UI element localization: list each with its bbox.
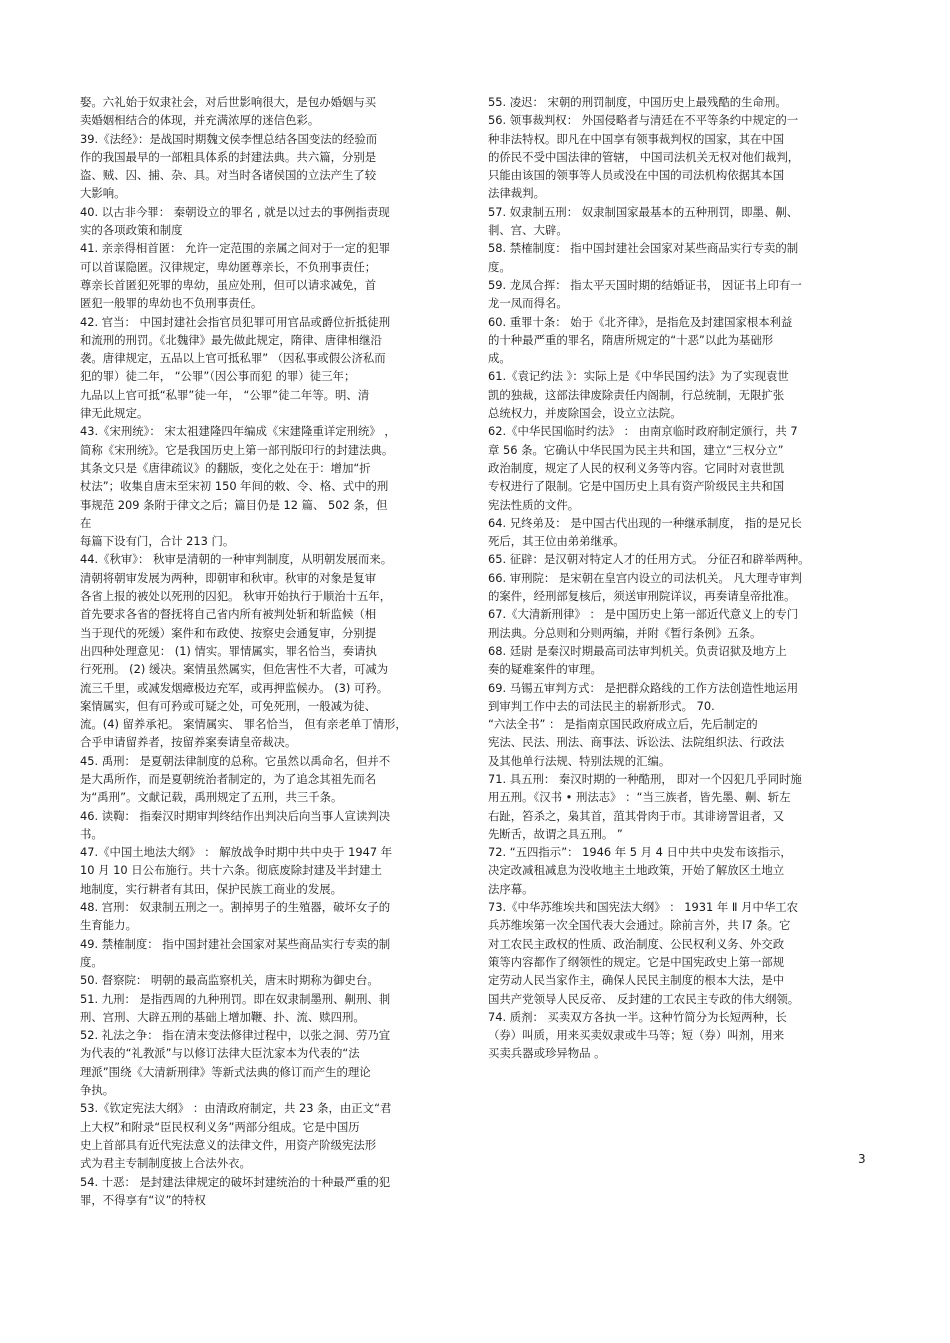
text-line: 是大禹所作，而是夏朝统治者制定的，为了追念其祖先而名 [80, 771, 377, 786]
text-line: 流。(4) 留养承祀。 案情属实、 罪名恰当， 但有亲老单丁情形， [80, 717, 407, 732]
text-line: 国共产党领导人民反帝、 反封建的工农民主专政的伟大纲领。 [488, 991, 800, 1006]
text-line: 实的各项政策和制度 [80, 223, 183, 238]
text-line: 决定改减租减息为没收地主土地政策，开始了解放区土地立 [488, 863, 785, 878]
page-number: 3 [858, 1152, 866, 1166]
text-line: 52. 礼法之争： 指在清末变法修律过程中，以张之洞、劳乃宜 [80, 1028, 391, 1043]
text-line: 龙一凤而得名。 [488, 296, 568, 311]
text-line: 62.《中华民国临时约法》 ： 由南京临时政府制定颁行，共 7 [488, 424, 798, 439]
text-line: 到审判工作中去的司法民主的崭新形式。 70. [488, 698, 715, 713]
text-line: 专权进行了限制。它是中国历史上具有资产阶级民主共和国 [488, 479, 785, 494]
text-line: 法序幕。 [488, 881, 534, 896]
text-line: 的案件，经刑部复核后，须送审刑院详议，再奏请皇帝批准。 [488, 589, 796, 604]
text-line: 55. 凌迟： 宋朝的刑罚制度，中国历史上最残酷的生命刑。 [488, 95, 787, 109]
left-text-column [80, 93, 448, 1209]
text-line: 盗、贼、囚、捕、杂、具。对当时各诸侯国的立法产生了较 [80, 168, 377, 183]
text-line: 作的我国最早的一部粗具体系的封建法典。共六篇，分别是 [80, 149, 377, 164]
text-line: 56. 领事裁判权： 外国侵略者与清廷在不平等条约中规定的一 [488, 113, 799, 128]
text-line: 死后，其王位由弟弟继承。 [488, 534, 625, 549]
right-text-column [488, 93, 866, 1063]
text-line: 49. 禁榷制度： 指中国封建社会国家对某些商品实行专卖的制 [80, 936, 391, 951]
text-line: 50. 督察院： 明朝的最高监察机关，唐末时期称为御史台。 [80, 973, 379, 988]
text-line: 其条文只是《唐律疏议》的翻版，变化之处在于：增加“折 [80, 460, 371, 475]
text-line: 首先要求各省的督抚将自己省内所有被判处斩和斩监候（相 [80, 607, 377, 622]
text-line: 61.《袁记约法 》：实际上是《中华民国约法》为了实现袁世 [488, 369, 789, 384]
text-line: 对工农民主政权的性质、政治制度、公民权利义务、外交政 [488, 936, 785, 951]
text-line: 和流刑的刑罚。《北魏律》最先做此规定，隋律、唐律相继沿 [80, 332, 382, 347]
text-line: 58. 禁榷制度： 指中国封建社会国家对某些商品实行专卖的制 [488, 241, 799, 256]
text-line: 定劳动人民当家作主，确保人民民主制度的根本大法，是中 [488, 973, 785, 988]
text-line: 政治制度，规定了人民的权利义务等内容。它同时对袁世凯 [488, 460, 785, 475]
text-line: 成。 [488, 351, 511, 366]
text-line: 罪，不得享有“议”的特权 [80, 1192, 206, 1207]
text-line: 娶。六礼始于奴隶社会，对后世影响很大，是包办婚姻与买 [80, 95, 377, 109]
text-line: 当于现代的死缓）案件和布政使、按察史会通复审，分别提 [80, 625, 377, 640]
text-line: 43.《宋刑统》： 宋太祖建隆四年编成《宋建隆重详定刑统》 ， [80, 424, 396, 439]
text-line: 理派”围绕《大清新刑律》等新式法典的修订而产生的理论 [80, 1064, 371, 1079]
text-line: 宪法性质的文件。 [488, 497, 580, 512]
text-line: 宪法、民法、刑法、商事法、诉讼法、法院组织法、行政法 [488, 735, 785, 750]
text-line: 67.《大清新刑律》 ： 是中国历史上第一部近代意义上的专门 [488, 607, 799, 622]
text-line: 简称《宋刑统》。它是我国历史上第一部刊版印行的封建法典。 [80, 442, 394, 457]
text-line: 尊亲长首匿犯死罪的卑幼，虽应处刑，但可以请求减免，首 [80, 277, 377, 292]
text-line: 史上首部具有近代宪法意义的法律文件，用资产阶级宪法形 [80, 1137, 377, 1152]
text-line: 65. 征辟：是汉朝对特定人才的任用方式。 分征召和辟举两种。 [488, 552, 810, 567]
text-line: 用五刑。《汉书 • 刑法志》 ：“当三族者，皆先墨、劓、斩左 [488, 790, 791, 805]
text-line: 种非法特权。即凡在中国享有领事裁判权的国家，其在中国 [488, 131, 785, 146]
text-line: 法律裁判。 [488, 186, 545, 201]
text-line: 策等内容都作了纲领性的规定。它是中国宪政史上第一部规 [488, 954, 785, 969]
text-line: 每篇下设有门，合计 213 门。 [80, 534, 235, 549]
text-line: 40. 以古非今罪： 秦朝设立的罪名 , 就是以过去的事例指责现 [80, 204, 390, 219]
text-line: 47.《中国土地法大纲》 ： 解放战争时期中共中央于 1947 年 [80, 845, 393, 860]
text-line: 41. 亲亲得相首匿： 允许一定范围的亲属之间对于一定的犯罪 [80, 241, 391, 256]
text-line: 59. 龙凤合挥： 指太平天国时期的结婚证书， 因证书上印有一 [488, 277, 802, 292]
text-line: 10 月 10 日公布施行。共十六条。彻底废除封建及半封建土 [80, 863, 382, 878]
text-line: （券）叫质，用来买卖奴隶或牛马等；短（券）叫剂，用来 [488, 1028, 785, 1043]
text-line: 的十种最严重的罪名，隋唐所规定的“十恶”以此为基础形 [488, 332, 774, 347]
text-line: 72. “五四指示”： 1946 年 5 月 4 日中共中央发布该指示， [488, 845, 792, 860]
text-line: 53.《钦定宪法大纲》 ：由清政府制定，共 23 条，由正文“君 [80, 1101, 392, 1116]
text-line: 流三千里，或减发烟瘴极边充军，或再押监候办。 (3) 可矜。 [80, 680, 389, 695]
text-line: 为代表的“礼教派”与以修订法律大臣沈家本为代表的“法 [80, 1046, 360, 1061]
text-line: 73.《中华苏维埃共和国宪法大纲》 ： 1931 年 Ⅱ 月中华工农 [488, 900, 799, 915]
text-line: 68. 廷尉 是秦汉时期最高司法审判机关。负责诏狱及地方上 [488, 643, 787, 658]
text-line: 只能由该国的领事等人员或没在中国的司法机构依据其本国 [488, 168, 785, 183]
text-line: 总统权力，并废除国会，设立立法院。 [488, 406, 682, 421]
text-line: 46. 读鞫： 指秦汉时期审判终结作出判决后向当事人宣读判决 [80, 808, 391, 823]
text-line: 48. 宫刑： 奴隶制五刑之一。割掉男子的生殖器，破坏女子的 [80, 900, 391, 915]
text-line: 先断舌，故谓之具五刑。 ” [488, 826, 623, 841]
text-line: 39.《法经》：是战国时期魏文侯李悝总结各国变法的经验而 [80, 131, 378, 146]
text-line: 行死刑。 (2) 缓决。案情虽然属实，但危害性不大者，可减为 [80, 662, 389, 677]
text-line: 犯的罪）徒二年， “公罪”（因公事而犯 的罪）徒三年； [80, 369, 356, 384]
text-line: 事规范 209 条附于律文之后；篇目仍是 12 篇、 502 条，但 [80, 497, 388, 512]
text-line: 在 [80, 515, 92, 530]
text-line: 大影响。 [80, 186, 126, 201]
text-line: 剕、宫、大辟。 [488, 223, 568, 238]
text-line: 出四种处理意见： (1) 情实。罪情属实，罪名恰当，奏请执 [80, 643, 377, 658]
text-line: 各省上报的被处以死刑的囚犯。 秋审开始执行于顺治十五年， [80, 589, 392, 604]
text-line: 44.《秋审》： 秋审是清朝的一种审判制度，从明朝发展而来。 [80, 552, 393, 567]
text-line: 60. 重罪十条： 始于《北齐律》，是指危及封建国家根本利益 [488, 314, 793, 329]
text-line: 66. 审刑院： 是宋朝在皇宫内设立的司法机关。 凡大理寺审判 [488, 570, 802, 585]
text-line: 买卖兵器或珍异物品 。 [488, 1046, 606, 1061]
text-line: 袭。唐律规定，五品以上官可抵私罪” （因私事或假公济私而 [80, 351, 386, 366]
text-line: 清朝将朝审发展为两种，即朝审和秋审。秋审的对象是复审 [80, 570, 377, 585]
text-line: 式为君主专制制度披上合法外衣。 [80, 1156, 251, 1171]
text-line: 度。 [488, 259, 511, 274]
text-line: 争执。 [80, 1083, 115, 1098]
text-line: 69. 马锡五审判方式： 是把群众路线的工作方法创造性地运用 [488, 680, 799, 695]
text-line: 71. 具五刑： 秦汉时期的一种酷刑， 即对一个囚犯几乎同时施 [488, 771, 802, 786]
text-line: 书。 [80, 826, 103, 841]
text-line: 刑法典。分总则和分则两编，并附《暂行条例》五条。 [488, 625, 762, 640]
text-line: 51. 九刑： 是指西周的九种刑罚。即在奴隶制墨刑、劓刑、剕 [80, 991, 391, 1006]
text-line: 奏的疑难案件的审理。 [488, 662, 602, 677]
text-line: 章 56 条。它确认中华民国为民主共和国，建立“三权分立” [488, 442, 784, 457]
text-line: 地制度，实行耕者有其田，保护民族工商业的发展。 [80, 881, 342, 896]
text-line: 上大权”和附录“臣民权利义务”两部分组成。它是中国历 [80, 1119, 360, 1134]
text-line: 九品以上官可抵“私罪”徒一年， “公罪”徒二年等。明、清 [80, 387, 370, 402]
text-line: “六法全书” ： 是指南京国民政府成立后，先后制定的 [488, 717, 758, 732]
text-line: 律无此规定。 [80, 406, 149, 421]
text-line: 度。 [80, 954, 103, 969]
text-line: 合乎申请留养者，按留养案奏请皇帝裁决。 [80, 735, 297, 750]
text-line: 可以首谋隐匿。汉律规定，卑幼匿尊亲长，不负刑事责任； [80, 259, 377, 274]
text-line: 74. 质剂： 买卖双方各执一半。这种竹简分为长短两种，长 [488, 1009, 787, 1024]
text-line: 的侨民不受中国法律的管辖， 中国司法机关无权对他们裁判， [488, 149, 800, 164]
text-line: 兵苏维埃第一次全国代表大会通过。除前言外，共 l7 条。它 [488, 918, 791, 933]
text-line: 杖法”；收集自唐末至宋初 150 年间的敕、令、格、式中的刑 [80, 479, 389, 494]
text-line: 为“禹刑”。文献记载，禹刑规定了五刑，共三千条。 [80, 790, 343, 805]
text-line: 右趾，笞杀之，枭其首，菹其骨肉于市。其诽谤詈诅者，又 [488, 808, 785, 823]
text-line: 54. 十恶： 是封建法律规定的破坏封建统治的十种最严重的犯 [80, 1174, 391, 1189]
text-line: 生育能力。 [80, 918, 137, 933]
text-line: 案情属实，但有可矜或可疑之处，可免死刑，一般减为徒、 [80, 698, 377, 713]
text-line: 刑、宫刑、大辟五刑的基础上增加鞭、扑、流、赎四刑。 [80, 1009, 365, 1024]
text-line: 匿犯一般罪的卑幼也不负刑事责任。 [80, 296, 263, 311]
text-line: 45. 禹刑： 是夏朝法律制度的总称。它虽然以禹命名，但并不 [80, 753, 391, 768]
text-line: 凯的独裁，这部法律废除责任内阁制，行总统制，无限扩张 [488, 387, 785, 402]
text-line: 57. 奴隶制五刑： 奴隶制国家最基本的五种刑罚，即墨、劓、 [488, 204, 799, 219]
text-line: 及其他单行法规、特别法规的汇编。 [488, 753, 671, 768]
text-line: 64. 兄终弟及： 是中国古代出现的一种继承制度， 指的是兄长 [488, 515, 802, 530]
text-line: 卖婚姻相结合的体现，并充满浓厚的迷信色彩。 [80, 113, 320, 128]
text-line: 42. 官当： 中国封建社会指官员犯罪可用官品或爵位折抵徒刑 [80, 314, 391, 329]
